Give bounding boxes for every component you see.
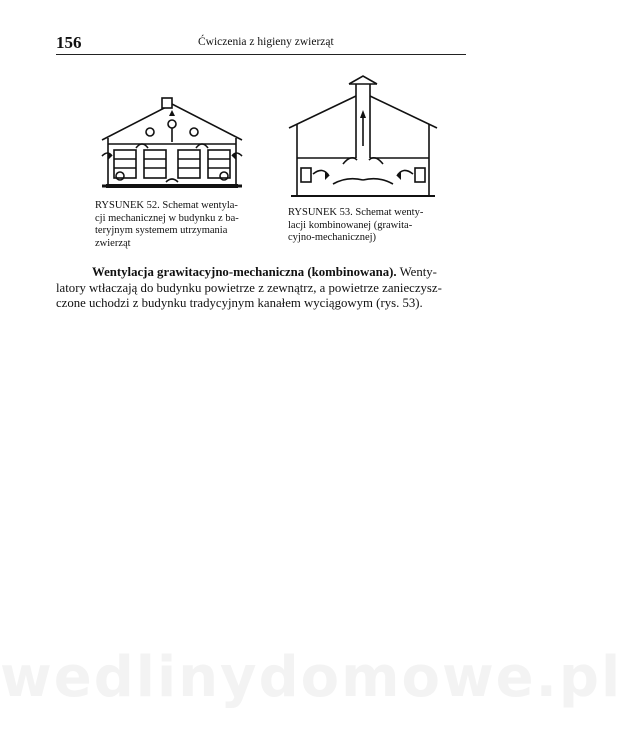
figure-52-caption [95, 200, 247, 250]
caption-line: lacji kombinowanej (grawita- [288, 219, 413, 231]
running-title: Ćwiczenia z higieny zwierząt [198, 36, 334, 48]
figure-53-caption [288, 207, 440, 245]
paragraph-text: Wenty- [396, 265, 437, 279]
section-heading: Wentylacja grawitacyjno-mechaniczna (kombinowana). [92, 265, 397, 279]
caption-line: teryjnym systemem utrzymania [95, 225, 228, 237]
header-rule [56, 54, 466, 55]
caption-line: cji mechanicznej w budynku z ba- [95, 212, 239, 224]
caption-line: zwierząt [95, 237, 131, 249]
caption-line: cyjno-mechanicznej) [288, 232, 377, 244]
page-number: 156 [56, 33, 82, 52]
caption-line: RYSUNEK 52. Schemat wentyla- [95, 200, 238, 211]
figure-52-mechanical-ventilation-diagram [96, 98, 248, 198]
watermark: wedlinydomowe.pl [0, 645, 622, 710]
paragraph-line-3: czone uchodzi z budynku tradycyjnym kanałem wyciągowym (rys. 53). [56, 296, 423, 310]
paragraph-line-1 [56, 265, 468, 281]
body-paragraph [56, 265, 468, 312]
figure-53-combined-ventilation-diagram [287, 76, 439, 202]
caption-line: RYSUNEK 53. Schemat wenty- [288, 207, 424, 218]
paragraph-line-2: latory wtłaczają do budynku powietrze z zewnątrz, a powietrze zanieczysz- [56, 280, 442, 295]
